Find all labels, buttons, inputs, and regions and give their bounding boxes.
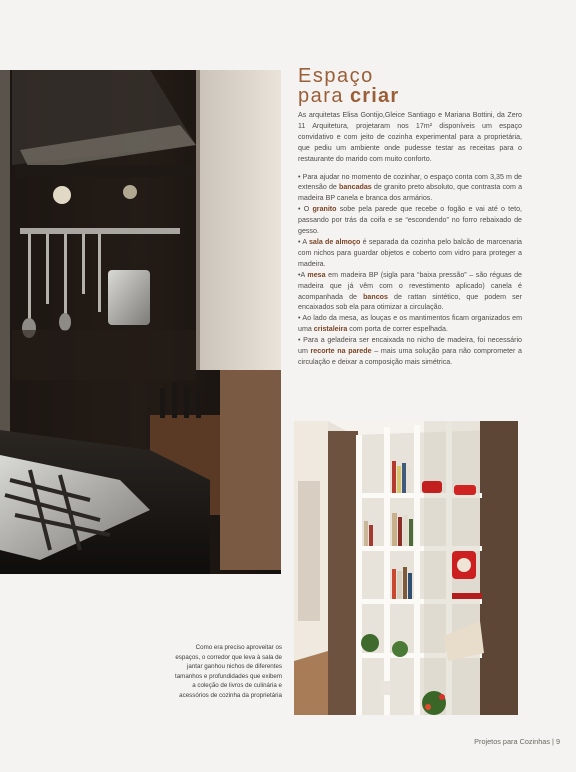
article-body <box>298 110 522 368</box>
shelf-photo <box>294 421 518 715</box>
list-item: • O granito sobe pela parede que recebe o fogão e vai até o teto, passando por trás da coifa e se “escondendo” no forro rebaixado de gesso. <box>298 205 522 236</box>
list-item: • Ao lado da mesa, as louças e os mantimentos ficam organizados em uma cristaleira com porta de correr espelhada. <box>298 314 522 334</box>
title-line-2b: criar <box>349 85 400 107</box>
list-item: • Para ajudar no momento de cozinhar, o espaço conta com 3,35 m de extensão de bancadas de granito preto absoluto, que contrasta com a madeira BP canela e branca dos armários. <box>298 172 523 203</box>
intro-paragraph: As arquitetas Elisa Gontijo,Gleice Santiago e Mariana Bottini, da Zero 11 Arquitetura, projetaram nos 17m² disponíveis um espaço convidativo e com jeito de cozinha experimental para a proprietária, que pediu um ambiente onde pudesse testar as receitas para o restaurante do marido com muito conforto. <box>298 111 522 163</box>
page-folio: Projetos para Cozinhas | 9 <box>474 737 560 746</box>
title-line-1: Espaço <box>298 65 374 87</box>
kitchen-photo <box>0 70 281 574</box>
list-item: •A mesa em madeira BP (sigla para “baixa pressão” – são réguas de madeira que já vêm com o revestimento aplicado) canela é acompanhada de bancos de rattan sintético, que podem ser encaixados sob ela para otimizar a circulação. <box>298 270 522 312</box>
list-item: • Para a geladeira ser encaixada no nicho de madeira, foi necessário um recorte na parede – mais uma solução para não comprometer a circulação e deixar a composição mais simétrica. <box>298 336 522 366</box>
list-item: • A sala de almoço é separada da cozinha pelo balcão de marcenaria com nichos para guardar objetos e coberto com vidro para proteger a madeira. <box>298 237 522 268</box>
photo-caption: Como era preciso aproveitar os espaços, o corredor que leva à sala de jantar ganhou nichos de diferentes tamanhos e profundidades que exibem a coleção de livros de culinária e acessórios de cozinha da proprietária <box>175 644 282 699</box>
title-line-2a: para <box>298 85 345 107</box>
article-title <box>298 66 528 108</box>
